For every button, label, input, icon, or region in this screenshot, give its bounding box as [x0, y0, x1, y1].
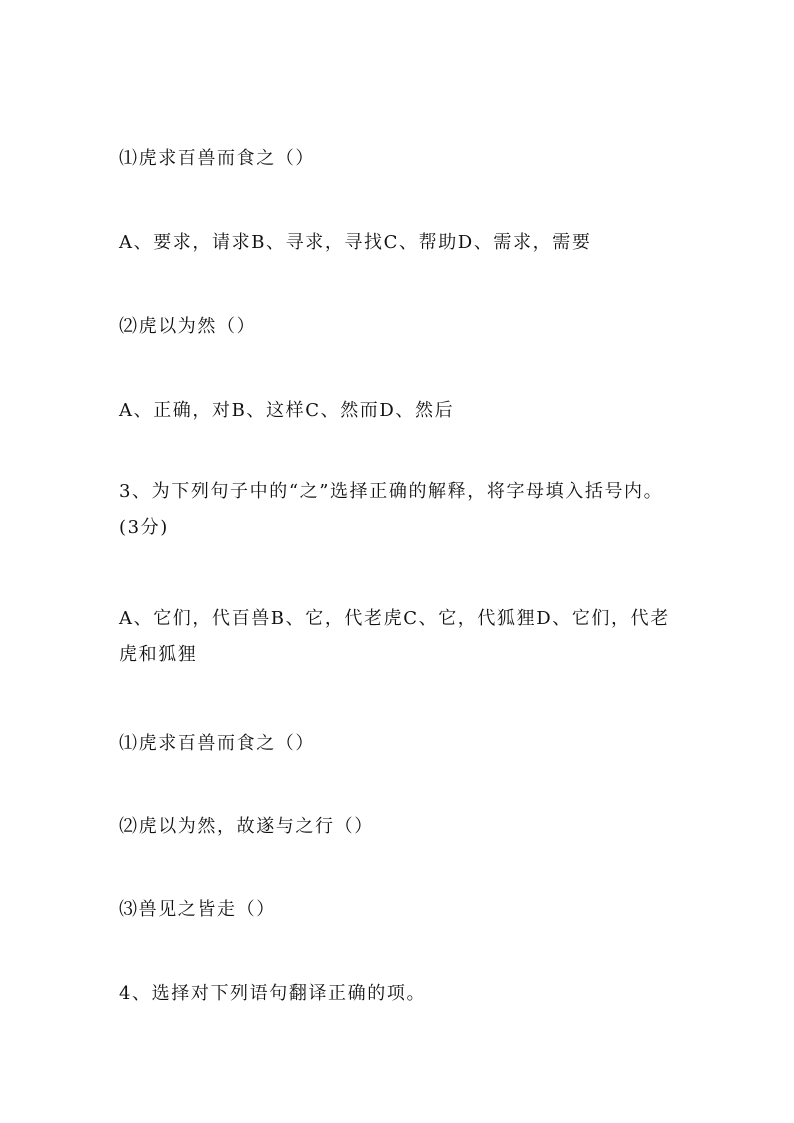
question-3-options: A、它们，代百兽B、它，代老虎C、它，代狐狸D、它们，代老虎和狐狸 [119, 608, 670, 665]
question-2-item-2-options: A、正确，对B、这样C、然而D、然后 [119, 400, 455, 421]
question-3-prompt: 3、为下列句子中的“之”选择正确的解释，将字母填入括号内。(3分) [119, 481, 664, 538]
question-3-item-1: ⑴虎求百兽而食之（） [119, 733, 315, 754]
question-3-item-3: ⑶兽见之皆走（） [119, 899, 276, 920]
question-3-item-2: ⑵虎以为然，故遂与之行（） [119, 816, 374, 837]
question-2-item-1: ⑴虎求百兽而食之（） [119, 148, 315, 169]
question-4-prompt: 4、选择对下列语句翻译正确的项。 [119, 983, 427, 1004]
question-2-item-1-options: A、要求，请求B、寻求，寻找C、帮助D、需求，需要 [119, 232, 592, 253]
question-2-item-2: ⑵虎以为然（） [119, 316, 257, 337]
